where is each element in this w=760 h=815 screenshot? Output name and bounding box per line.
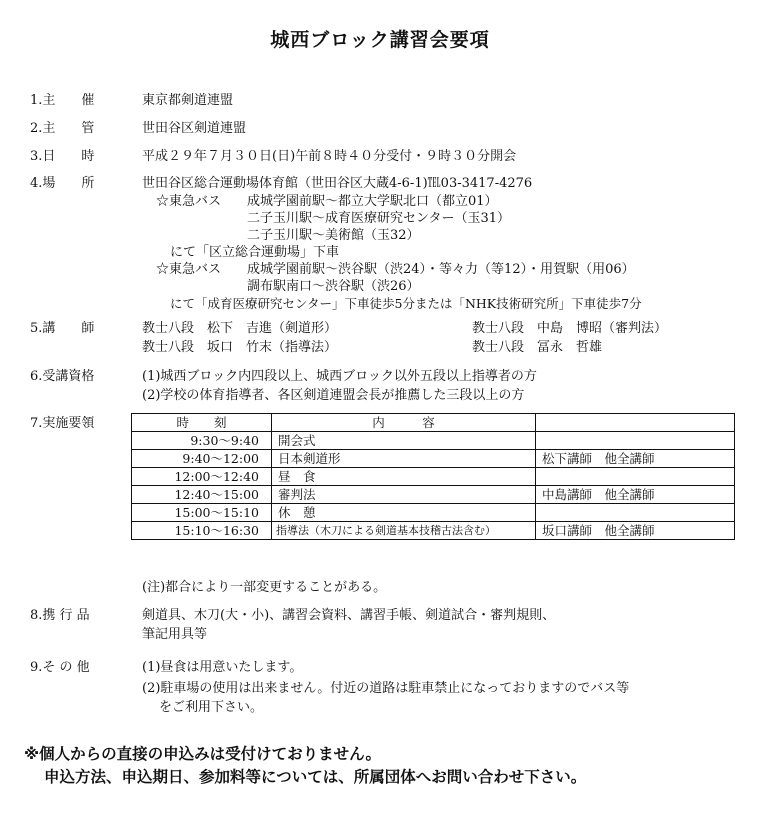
item-8-label: 8.携 行 品 xyxy=(30,608,90,623)
schedule-note: (注)都合により一部変更することがある。 xyxy=(142,580,387,595)
item-9-label: 9.そ の 他 xyxy=(30,660,90,675)
bus-1-route-3: 二子玉川駅〜美術館（玉32） xyxy=(247,228,420,243)
bus-1-route-1: 成城学園前駅〜都立大学駅北口（都立01） xyxy=(247,194,498,209)
instructor-cell xyxy=(536,432,735,450)
table-row xyxy=(132,468,735,486)
instructor-cell: 松下講師 他全講師 xyxy=(536,450,735,468)
table-row xyxy=(132,486,735,504)
notice-line-1: ※個人からの直接の申込みは受付けておりません。 xyxy=(24,745,382,763)
item-2-label: 2.主 管 xyxy=(30,121,95,136)
content-cell: 審判法 xyxy=(272,486,536,504)
time-cell: 12:40〜15:00 xyxy=(132,486,272,504)
venue-address: 世田谷区総合運動場体育館（世田谷区大蔵4-6-1)℡03-3417-4276 xyxy=(142,176,533,191)
bus-1-route-2: 二子玉川駅〜成育医療研究センター（玉31） xyxy=(247,211,511,226)
table-row xyxy=(132,522,735,540)
item-1-label: 1.主 催 xyxy=(30,93,95,108)
table-row xyxy=(132,504,735,522)
header-time: 時 刻 xyxy=(132,414,272,432)
others-line-3: をご利用下さい。 xyxy=(159,700,264,715)
item-3-label: 3.日 時 xyxy=(30,149,95,164)
item-5-label: 5.講 師 xyxy=(30,321,95,336)
header-content: 内 容 xyxy=(272,414,536,432)
item-6-label: 6.受講資格 xyxy=(30,369,95,384)
document-title: 城西ブロック講習会要項 xyxy=(270,29,490,51)
others-line-1: (1)昼食は用意いたします。 xyxy=(142,660,303,675)
bus-2-route-1: 成城学園前駅〜渋谷駅（渋24）・等々力（等12）・用賀駅（用06） xyxy=(247,262,635,277)
bus-2-route-2: 調布駅南口〜渋谷駅（渋26） xyxy=(247,279,420,294)
content-cell: 指導法（木刀による剣道基本技稽古法含む） xyxy=(272,522,536,540)
instructor-cell xyxy=(536,504,735,522)
instructor-cell xyxy=(536,468,735,486)
bus-1-stop: にて「区立総合運動場」下車 xyxy=(170,245,340,260)
schedule-table xyxy=(131,413,735,540)
time-cell: 9:40〜12:00 xyxy=(132,450,272,468)
content-cell: 昼 食 xyxy=(272,468,536,486)
schedule-header-row xyxy=(132,414,735,432)
item-4-label: 4.場 所 xyxy=(30,176,95,191)
manager-text: 世田谷区剣道連盟 xyxy=(142,121,247,136)
instructor-cell: 坂口講師 他全講師 xyxy=(536,522,735,540)
instructor-cell: 中島講師 他全講師 xyxy=(536,486,735,504)
time-cell: 15:10〜16:30 xyxy=(132,522,272,540)
content-cell: 開会式 xyxy=(272,432,536,450)
datetime-text: 平成２９年７月３０日(日)午前８時４０分受付・９時３０分開会 xyxy=(142,149,517,164)
belongings-line-1: 剣道具、木刀(大・小)、講習会資料、講習手帳、剣道試合・審判規則、 xyxy=(142,608,556,623)
item-7-label: 7.実施要領 xyxy=(30,416,95,431)
time-cell: 9:30〜9:40 xyxy=(132,432,272,450)
table-row xyxy=(132,432,735,450)
bus-2-label: ☆東急バス xyxy=(156,262,222,277)
instructor-3: 教士八段 坂口 竹末（指導法） xyxy=(142,340,338,355)
bus-1-label: ☆東急バス xyxy=(156,194,222,209)
content-cell: 休 憩 xyxy=(272,504,536,522)
header-instructor xyxy=(536,414,735,432)
instructor-2: 教士八段 中島 博昭（審判法） xyxy=(472,321,668,336)
others-line-2: (2)駐車場の使用は出来ません。付近の道路は駐車禁止になっておりますのでバス等 xyxy=(142,681,630,696)
organizer-text: 東京都剣道連盟 xyxy=(142,93,234,108)
notice-line-2: 申込方法、申込期日、参加料等については、所属団体へお問い合わせ下さい。 xyxy=(44,768,587,786)
content-cell: 日本剣道形 xyxy=(272,450,536,468)
instructor-1: 教士八段 松下 吉進（剣道形） xyxy=(142,321,338,336)
instructor-4: 教士八段 冨永 哲雄 xyxy=(472,340,603,355)
table-row xyxy=(132,450,735,468)
time-cell: 12:00〜12:40 xyxy=(132,468,272,486)
qualification-1: (1)城西ブロック内四段以上、城西ブロック以外五段以上指導者の方 xyxy=(142,369,537,384)
qualification-2: (2)学校の体育指導者、各区剣道連盟会長が推薦した三段以上の方 xyxy=(142,388,525,403)
time-cell: 15:00〜15:10 xyxy=(132,504,272,522)
belongings-line-2: 筆記用具等 xyxy=(142,627,208,642)
bus-2-stop: にて「成育医療研究センター」下車徒歩5分または「NHK技術研究所」下車徒歩7分 xyxy=(170,296,642,311)
